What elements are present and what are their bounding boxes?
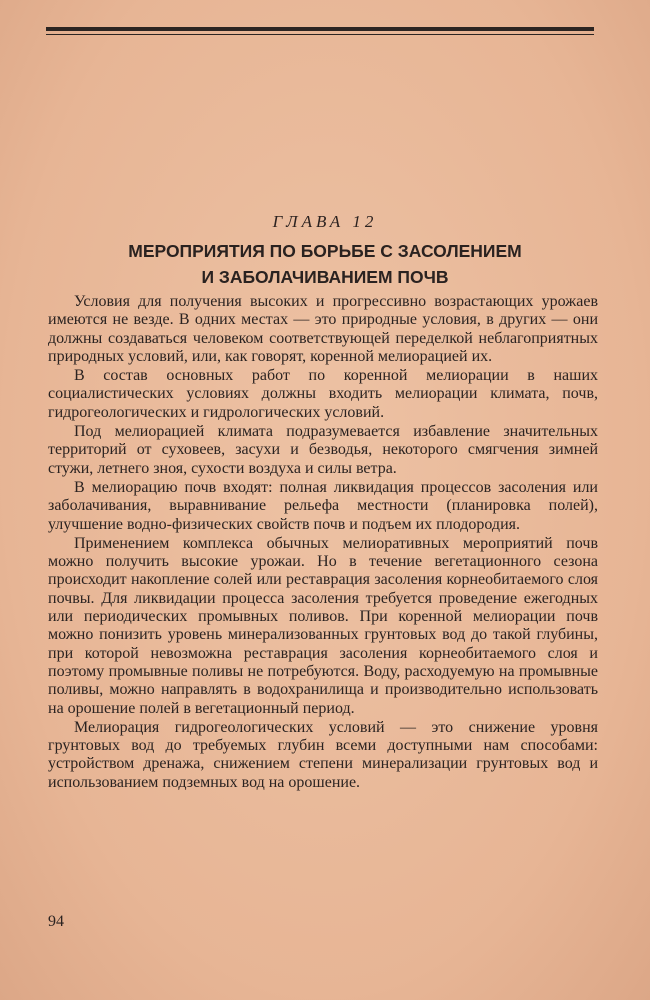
chapter-label: ГЛАВА 12 [272, 212, 378, 231]
header-rule-thick [46, 27, 594, 31]
header-rule-thin [46, 34, 594, 35]
paragraph: Мелиорация гидрогеологических условий — это снижение уровня грунтовых вод до требуемых глубин всеми доступными нам способами: устройством дренажа, снижением степени минерализации грунтовых вод и использованием подземных вод на орошение. [48, 718, 598, 791]
paragraph: Под мелиорацией климата подразумевается избавление значительных территорий от суховеев, засухи и безводья, некоторого смягчения зимней стужи, летнего зноя, сухости воздуха и силы ветра. [48, 423, 598, 477]
chapter-title-line: И ЗАБОЛАЧИВАНИЕМ ПОЧВ [201, 267, 449, 287]
paragraph: В состав основных работ по коренной мелиорации в наших социалистических условиях должны входить мелиорации климата, почв, гидрогеологических и гидрологических условий. [48, 367, 598, 421]
chapter-title [60, 238, 590, 290]
body-text [48, 293, 598, 793]
paragraph: Применением комплекса обычных мелиоративных мероприятий почв можно получить высокие урожаи. Но в течение вегетационного сезона происходит накопление солей или реставрация засоления корнеобитаемого слоя почвы. Для ликвидации процесса засоления требуется проведение ежегодных или периодических промывных поливов. При коренной мелиорации почв можно понизить уровень минерализованных грунтовых вод до такой глубины, при которой невозможна реставрация засоления корнеобитаемого слоя и поэтому промывные поливы не потребуются. Воду, расходуемую на промывные поливы, можно направлять в водохранилища и производительно использовать на орошение полей в вегетационный период. [48, 534, 598, 717]
page-number: 94 [48, 913, 64, 930]
paragraph: В мелиорацию почв входят: полная ликвидация процессов засоления или заболачивания, выравнивание рельефа местности (планировка полей), улучшение водно-физических свойств почв и подъем их плодородия. [48, 478, 598, 533]
chapter-title-line: МЕРОПРИЯТИЯ ПО БОРЬБЕ С ЗАСОЛЕНИЕМ [128, 241, 522, 261]
paragraph: Условия для получения высоких и прогрессивно возрастающих урожаев имеются не везде. В одних местах — это природные условия, в других — они должны создаваться человеком соответствующей переделкой неблагоприятных природных условий, или, как говорят, коренной мелиорацией их. [48, 293, 598, 365]
